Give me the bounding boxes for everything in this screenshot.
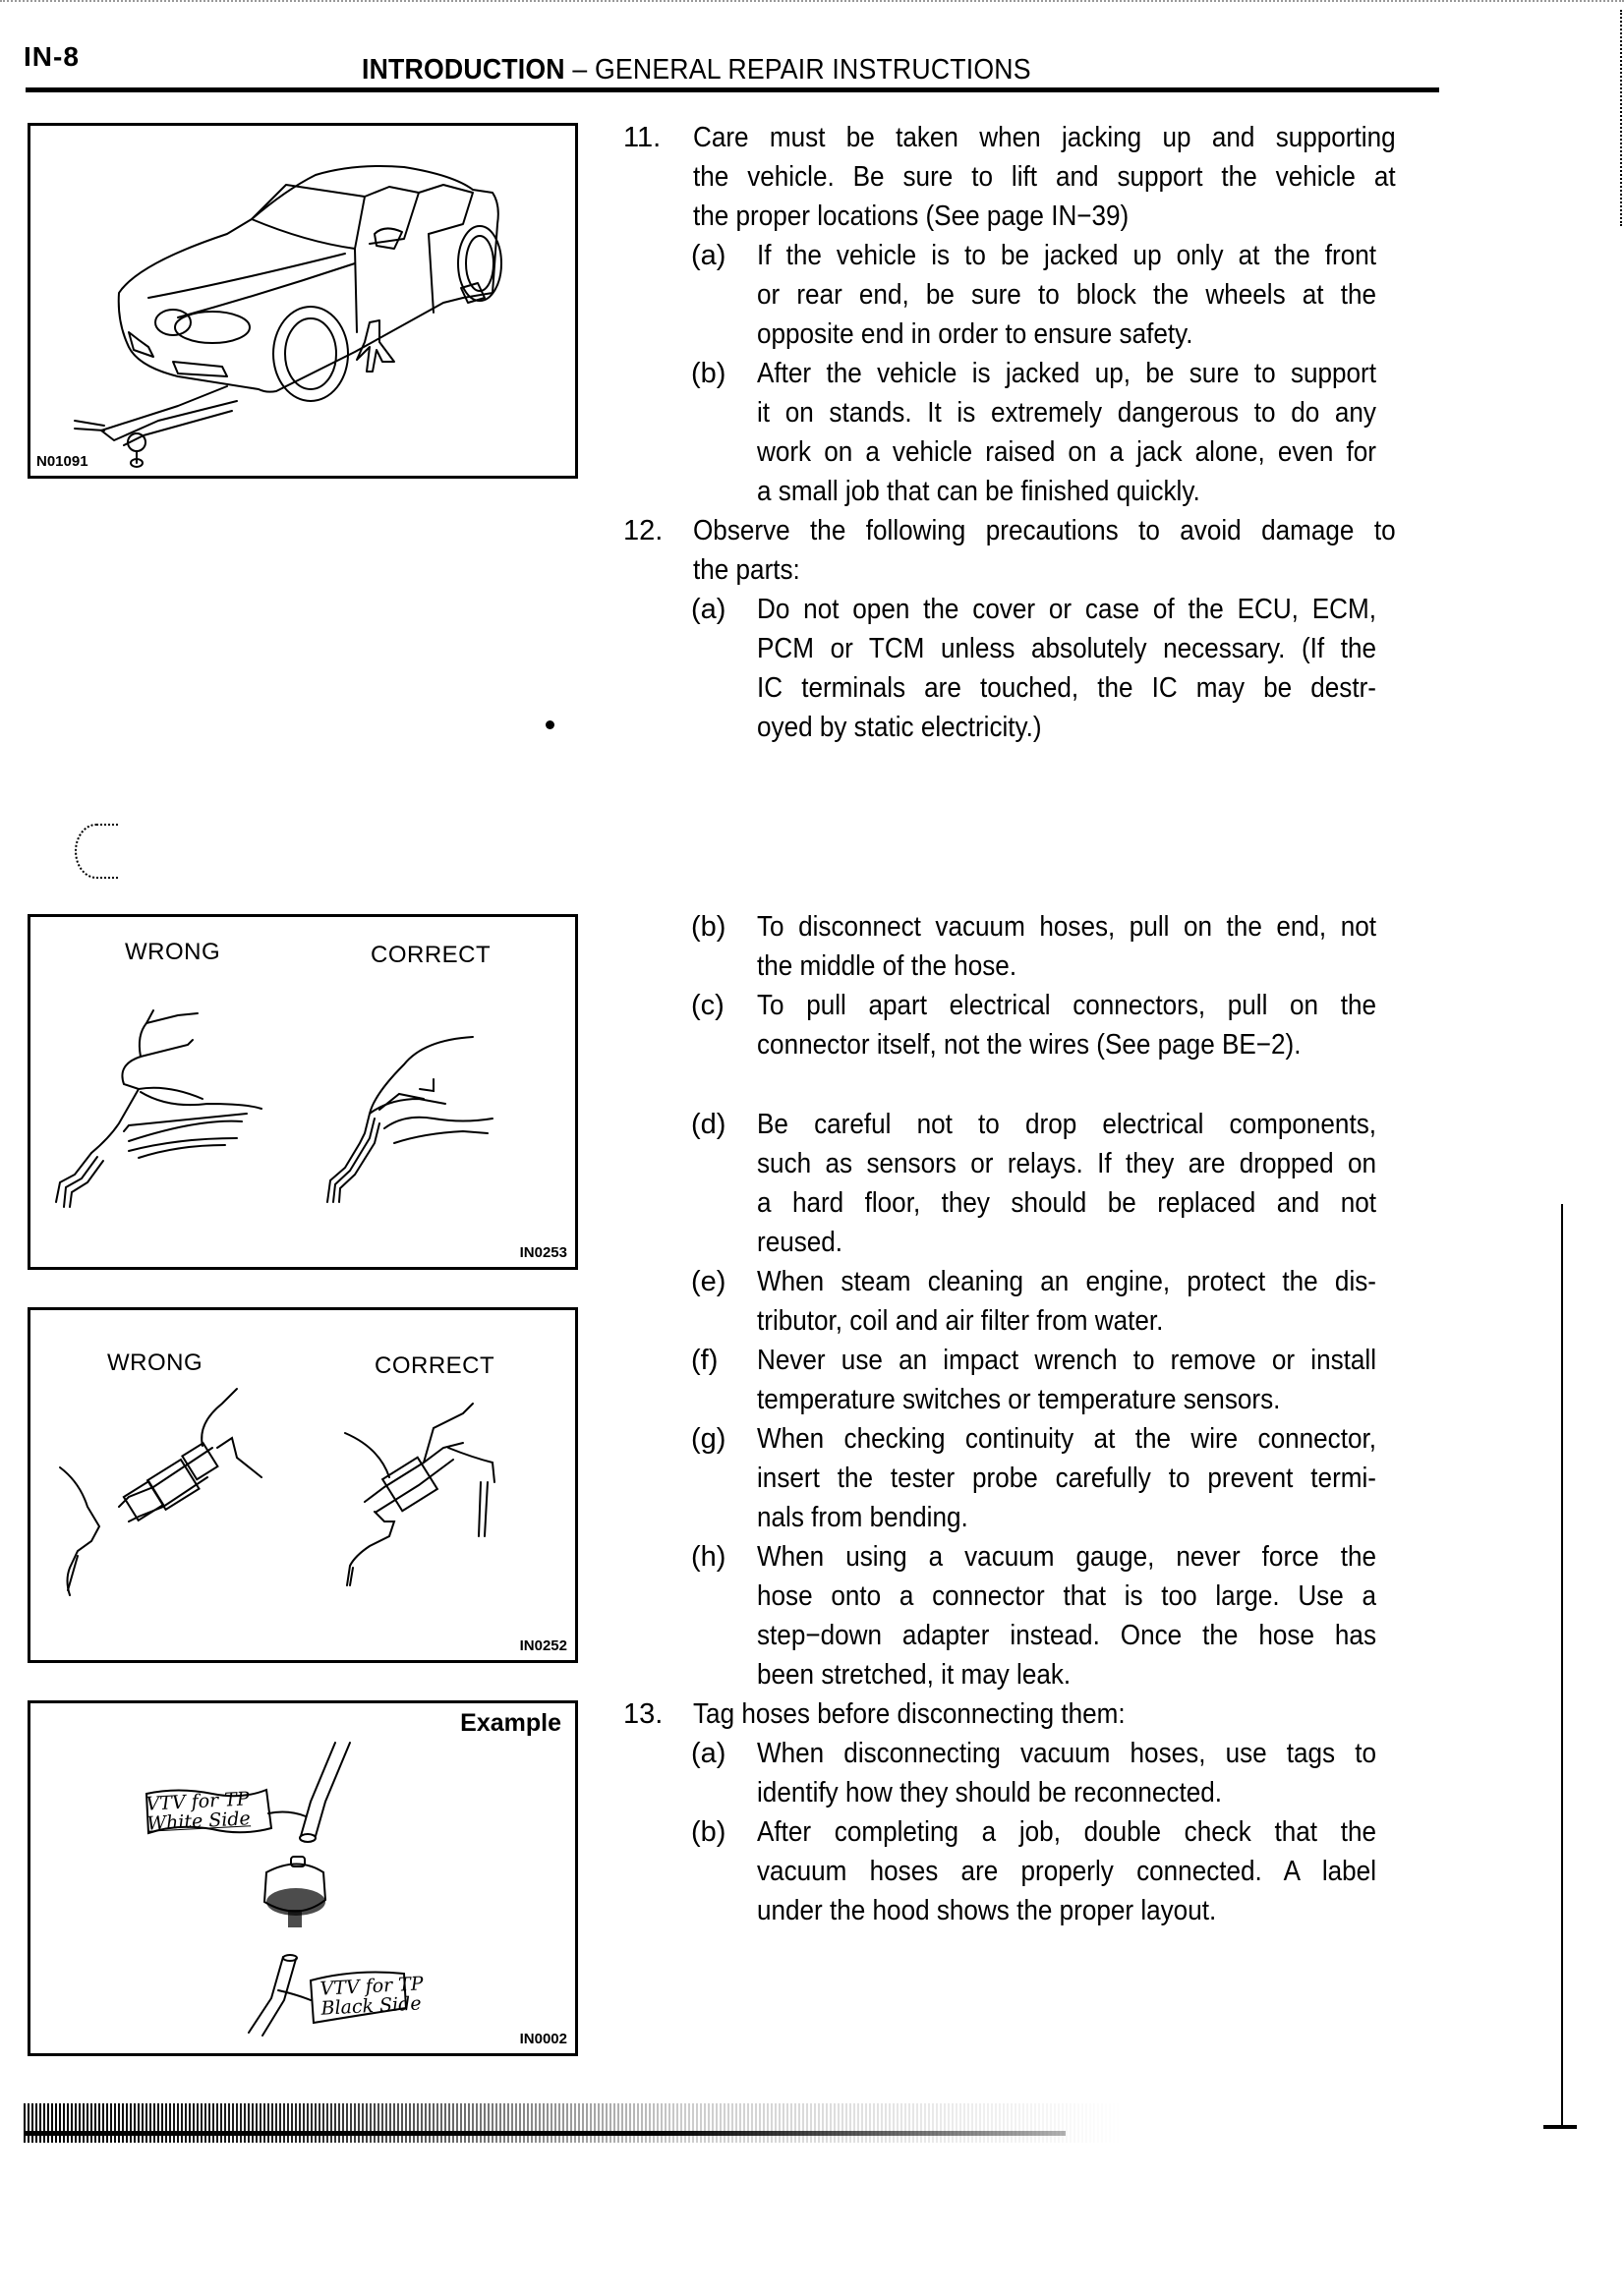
item-12f-marker: (f) <box>691 1345 719 1376</box>
item-12b-text: To disconnect vacuum hoses, pull on the end, not the middle of the hose. <box>757 911 1376 982</box>
item-12a-text: Do not open the cover or case of the ECU, ECM, PCM or TCM unless absolutely necessary. (If the IC terminals are touched, the IC may be destr- oyed by static electricity.) <box>757 594 1376 743</box>
item-13b-text: After completing a job, double check that the vacuum hoses are properly connected. A label under the hood shows the proper layout. <box>757 1816 1376 1926</box>
item-12d-marker: (d) <box>691 1109 726 1140</box>
label-correct: CORRECT <box>371 942 492 968</box>
figure-code: IN0252 <box>519 1637 567 1654</box>
scan-right-ruler <box>1620 10 1624 226</box>
figure-code: IN0002 <box>519 2031 567 2047</box>
item-12a-marker: (a) <box>691 594 726 625</box>
scan-speck <box>546 720 554 729</box>
label-wrong: WRONG <box>107 1349 203 1376</box>
page-number: IN-8 <box>24 41 80 72</box>
header-rule <box>26 87 1439 92</box>
connector-pull-illustration-icon <box>30 1310 577 1660</box>
label-example: Example <box>460 1709 561 1737</box>
item-12f-text: Never use an impact wrench to remove or install temperature switches or temperature sensors. <box>757 1345 1376 1415</box>
tag-black-side: VTV for TP Black Side <box>319 1973 425 2020</box>
scan-right-edge-tick <box>1543 2125 1577 2129</box>
section-title: INTRODUCTION <box>362 54 565 86</box>
item-11-number: 11. <box>623 122 662 153</box>
item-13a-text: When disconnecting vacuum hoses, use tags to identify how they should be reconnected. <box>757 1738 1376 1808</box>
item-12-number: 12. <box>623 515 664 546</box>
scan-right-edge-line <box>1561 1204 1563 2128</box>
scan-dotted-arc <box>75 824 118 879</box>
item-11b-marker: (b) <box>691 358 726 389</box>
item-12g-marker: (g) <box>691 1423 726 1455</box>
figure-electrical-connector <box>28 1307 578 1663</box>
figure-code: N01091 <box>36 453 88 470</box>
item-12d-text: Be careful not to drop electrical components, such as sensors or relays. If they are dropped on a hard floor, they should be replaced and not reused. <box>757 1109 1376 1258</box>
page-title <box>362 54 1031 86</box>
tag-white-side: VTV for TP White Side <box>145 1788 252 1835</box>
item-12h-text: When using a vacuum gauge, never force the hose onto a connector that is too large. Use a step−down adapter instead. Once the hose has been stretched, it may leak. <box>757 1541 1376 1691</box>
item-12-text: Observe the following precautions to avoid damage to the parts: <box>693 515 1396 586</box>
item-12g-text: When checking continuity at the wire connector, insert the tester probe carefully to prevent termi- nals from bending. <box>757 1423 1376 1533</box>
item-12e-marker: (e) <box>691 1266 726 1297</box>
figure-hose-tags <box>28 1700 578 2056</box>
subsection-title: GENERAL REPAIR INSTRUCTIONS <box>594 54 1031 86</box>
item-11a-marker: (a) <box>691 240 726 271</box>
item-13-text: Tag hoses before disconnecting them: <box>693 1698 1126 1730</box>
scan-bottom-rule <box>24 2131 1066 2136</box>
item-11a-text: If the vehicle is to be jacked up only at the front or rear end, be sure to block the wheels at the opposite end in order to ensure safety. <box>757 240 1376 350</box>
item-13b-marker: (b) <box>691 1816 726 1848</box>
title-separator: – <box>564 54 595 86</box>
item-13a-marker: (a) <box>691 1738 726 1769</box>
item-12b-marker: (b) <box>691 911 726 943</box>
item-11b-text: After the vehicle is jacked up, be sure to support it on stands. It is extremely dangerous to do any work on a vehicle raised on a jack alone, even for a small job that can be finished quickly. <box>757 358 1376 507</box>
car-jack-illustration-icon <box>30 126 577 476</box>
item-11-text: Care must be taken when jacking up and supporting the vehicle. Be sure to lift and support the vehicle at the proper locations (See page IN−39) <box>693 122 1396 232</box>
item-12h-marker: (h) <box>691 1541 726 1573</box>
vtv-tag-illustration-icon <box>30 1703 577 2053</box>
figure-code: IN0253 <box>519 1244 567 1261</box>
item-12e-text: When steam cleaning an engine, protect the dis- tributor, coil and air filter from water. <box>757 1266 1376 1337</box>
item-12c-text: To pull apart electrical connectors, pull on the connector itself, not the wires (See page BE−2). <box>757 990 1376 1061</box>
item-12c-marker: (c) <box>691 990 725 1021</box>
figure-vacuum-hose <box>28 914 578 1270</box>
label-wrong: WRONG <box>125 939 221 965</box>
scan-halftone-band <box>24 2103 1125 2143</box>
item-13-number: 13. <box>623 1698 664 1730</box>
scan-edge-dots <box>0 0 1624 4</box>
figure-car-on-jack <box>28 123 578 479</box>
hose-pull-illustration-icon <box>30 917 577 1267</box>
label-correct: CORRECT <box>375 1352 495 1379</box>
